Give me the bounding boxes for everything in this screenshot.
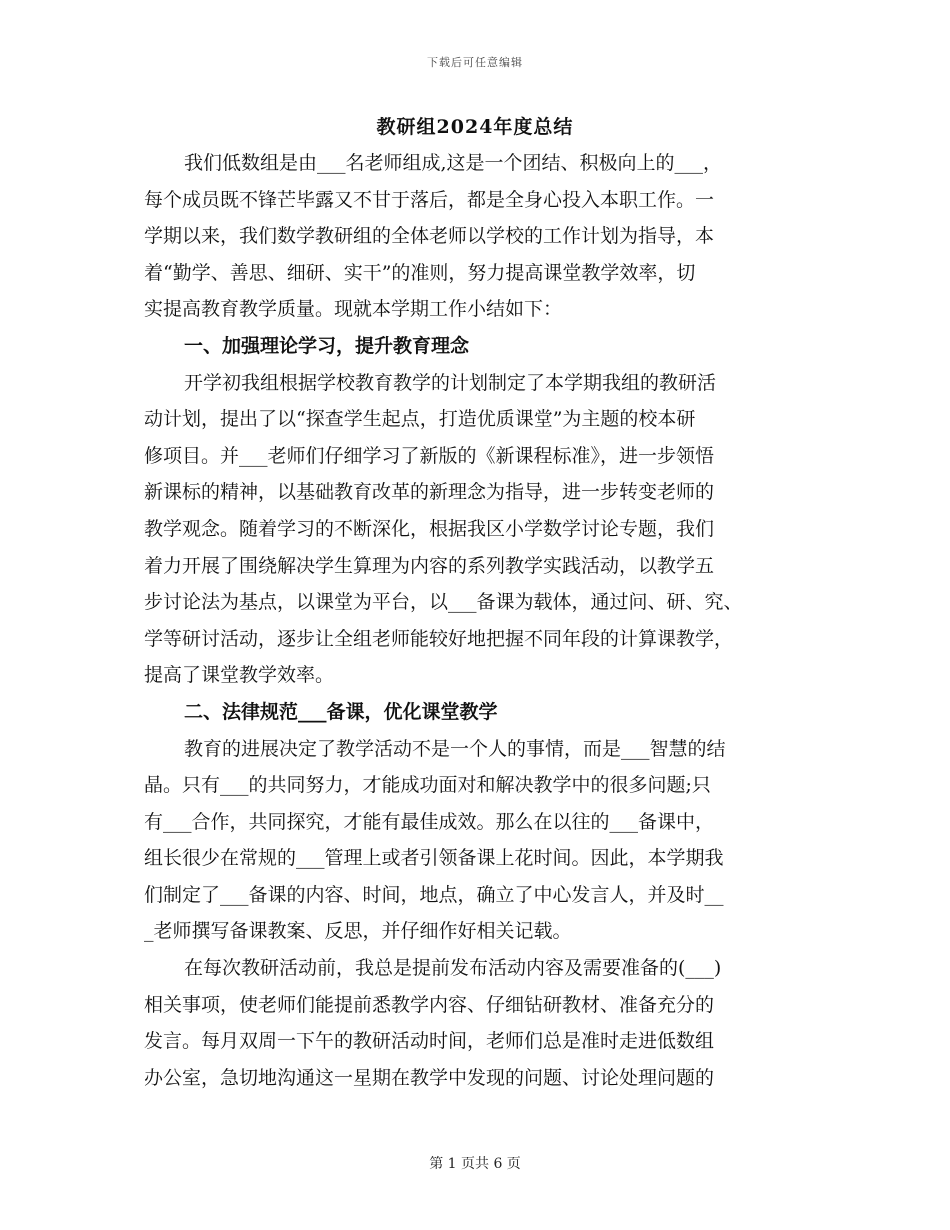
paragraph-line: 有___合作，共同探究，才能有最佳成效。那么在以往的___备课中， [144,810,715,833]
document-body [144,145,806,1096]
paragraph-line: 实提高教育教学质量。现就本学期工作小结如下： [144,298,563,321]
header-note: 下载后可任意编辑 [427,56,523,69]
paragraph-line: _老师撰写备课教案、反思，并仔细作好相关记载。 [144,920,572,943]
paragraph-line: 办公室，急切地沟通这一星期在教学中发现的问题、讨论处理问题的 [144,1066,715,1089]
paragraph-line: 我们低数组是由___名老师组成,这是一个团结、积极向上的___， [184,152,723,174]
paragraph-line: 教育的进展决定了教学活动不是一个人的事情，而是___智慧的结 [184,737,726,760]
paragraph-line: 学期以来，我们数学教研组的全体老师以学校的工作计划为指导，本 [144,225,715,248]
paragraph-line: 新课标的精神，以基础教育改革的新理念为指导，进一步转变老师的 [144,481,715,504]
paragraph-line: 着力开展了围绕解决学生算理为内容的系列教学实践活动，以教学五 [144,554,715,577]
paragraph-line: 动计划，提出了以“探查学生起点，打造优质课堂”为主题的校本研 [144,408,696,431]
paragraph-line: 发言。每月双周一下午的教研活动时间，老师们总是准时走进低数组 [144,1030,715,1053]
section-heading: 一、加强理论学习，提升教育理念 [184,334,470,357]
paragraph-line: 组长很少在常规的___管理上或者引领备课上花时间。因此，本学期我 [144,847,724,870]
paragraph-line: 们制定了___备课的内容、时间，地点，确立了中心发言人，并及时__ [144,883,724,906]
paragraph-line: 提高了课堂教学效率。 [144,664,335,687]
paragraph-line: 相关事项，使老师们能提前悉教学内容、仔细钻研教材、准备充分的 [144,993,715,1016]
paragraph-line: 学等研讨活动，逐步让全组老师能较好地把握不同年段的计算课教学， [144,627,734,650]
paragraph-line: 教学观念。随着学习的不断深化，根据我区小学数学讨论专题，我们 [144,517,715,540]
paragraph-line: 开学初我组根据学校教育教学的计划制定了本学期我组的教研活 [184,371,717,394]
document-title: 教研组2024年度总结 [376,116,574,138]
paragraph-line: 每个成员既不锋芒毕露又不甘于落后，都是全身心投入本职工作。一 [144,188,715,211]
paragraph-line: 晶。只有___的共同努力，才能成功面对和解决教学中的很多问题;只 [144,774,711,797]
paragraph-line: 在每次教研活动前，我总是提前发布活动内容及需要准备的(___) [184,957,722,980]
paragraph-line: 步讨论法为基点，以课堂为平台，以___备课为载体，通过问、研、究、 [144,591,743,614]
section-heading: 二、法律规范___备课，优化课堂教学 [184,700,498,723]
page-number: 第 1 页共 6 页 [429,1156,521,1172]
paragraph-line: 着“勤学、善思、细研、实干”的准则，努力提高课堂教学效率，切 [144,261,696,284]
paragraph-line: 修项目。并___老师们仔细学习了新版的《新课程标准》，进一步领悟 [144,444,715,467]
